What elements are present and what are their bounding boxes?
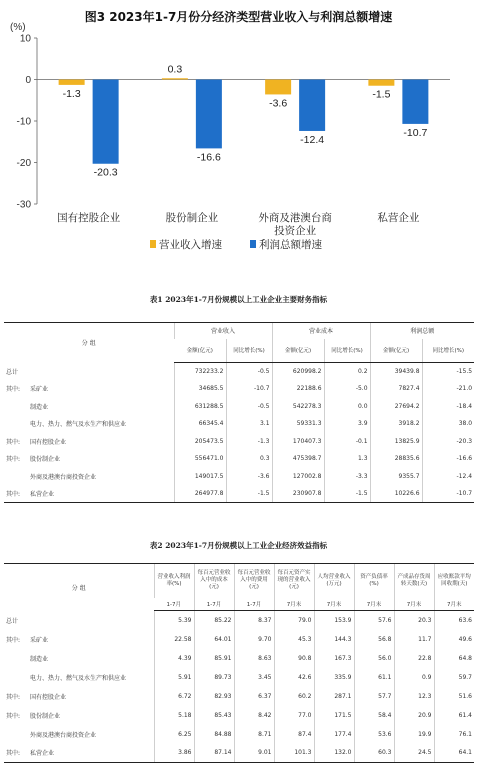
table-row xyxy=(4,649,474,668)
table-cell: 12.3 xyxy=(394,687,434,706)
table-cell: 24.5 xyxy=(394,744,434,763)
table-cell: 85.43 xyxy=(194,706,234,725)
table-cell: 64.8 xyxy=(434,649,474,668)
table1-profit-header: 利润总额 xyxy=(370,323,474,339)
bar-profit xyxy=(402,80,428,124)
table-cell: 6.37 xyxy=(234,687,274,706)
table-cell: 90.8 xyxy=(274,649,314,668)
table-cell: 22.58 xyxy=(154,630,194,649)
table1-yoy-header: 同比增长(%) xyxy=(226,339,272,363)
row-name: 制造业 xyxy=(30,655,49,663)
table-row xyxy=(4,398,474,416)
table-cell: -1.3 xyxy=(226,433,272,451)
table-cell: 45.3 xyxy=(274,630,314,649)
table-cell: -0.5 xyxy=(226,363,272,381)
table-cell: 64.01 xyxy=(194,630,234,649)
table2-period-header: 7月末 xyxy=(314,598,354,611)
table-cell: -12.4 xyxy=(422,468,474,486)
bar-data-label: 0.3 xyxy=(167,63,183,76)
y-tick-label: -30 xyxy=(16,199,31,211)
table-cell: 28835.6 xyxy=(370,450,422,468)
table2-col-header: 每百元营业收入中的费用(元) xyxy=(234,564,274,598)
table-cell: 556471.0 xyxy=(174,450,226,468)
table-cell: 732233.2 xyxy=(174,363,226,381)
table-cell: 53.6 xyxy=(354,725,394,744)
table-cell: 85.91 xyxy=(194,649,234,668)
table2-period-header: 7月末 xyxy=(354,598,394,611)
table1-amount-header: 金额(亿元) xyxy=(272,339,324,363)
table-row xyxy=(4,433,474,451)
table-row xyxy=(4,415,474,433)
row-name: 采矿业 xyxy=(30,636,49,644)
table-cell: 85.22 xyxy=(194,611,234,630)
table-cell: -3.6 xyxy=(226,468,272,486)
table-cell: 287.1 xyxy=(314,687,354,706)
table2-period-header: 1-7月 xyxy=(234,598,274,611)
table2-group-header: 分 组 xyxy=(4,564,154,611)
table-cell: 9.70 xyxy=(234,630,274,649)
row-prefix: 其中: xyxy=(6,456,21,464)
table-row xyxy=(4,687,474,706)
bar-chart xyxy=(0,0,477,262)
table-row xyxy=(4,630,474,649)
table-cell: 132.0 xyxy=(314,744,354,763)
bar-data-label: -3.6 xyxy=(269,97,288,110)
table-cell: -1.5 xyxy=(226,485,272,503)
table-cell: 13825.9 xyxy=(370,433,422,451)
bar-data-label: -10.7 xyxy=(403,126,428,139)
table-cell: 264977.8 xyxy=(174,485,226,503)
row-name: 外商及港澳台商投资企业 xyxy=(30,731,97,739)
row-label xyxy=(4,380,174,398)
table-cell: 39439.8 xyxy=(370,363,422,381)
table-cell: 8.37 xyxy=(234,611,274,630)
row-label xyxy=(4,706,154,725)
table-cell: 5.91 xyxy=(154,668,194,687)
category-label: 私营企业 xyxy=(377,212,420,224)
row-prefix: 其中: xyxy=(6,491,21,498)
table-cell: 9.01 xyxy=(234,744,274,763)
row-label xyxy=(4,630,154,649)
table-cell: 76.1 xyxy=(434,725,474,744)
table2-period-header: 1-7月 xyxy=(194,598,234,611)
bar-revenue xyxy=(368,80,394,86)
bar-data-label: -20.3 xyxy=(93,166,118,179)
table-cell: 61.1 xyxy=(354,668,394,687)
table-cell: 5.39 xyxy=(154,611,194,630)
bar-profit xyxy=(196,80,222,149)
table-cell: 6.25 xyxy=(154,725,194,744)
row-prefix: 其中: xyxy=(6,712,21,720)
bar-revenue xyxy=(162,78,188,79)
table-cell: 542278.3 xyxy=(272,398,324,416)
table-cell: 205473.5 xyxy=(174,433,226,451)
row-label xyxy=(4,363,174,381)
row-label xyxy=(4,725,154,744)
row-name: 电力、热力、燃气及水生产和供应业 xyxy=(30,674,127,682)
category-label: 国有控股企业 xyxy=(57,212,121,224)
row-label xyxy=(4,450,174,468)
bar-profit xyxy=(299,80,325,131)
table-cell: 171.5 xyxy=(314,706,354,725)
row-prefix: 其中: xyxy=(6,693,21,701)
row-name: 私营企业 xyxy=(30,750,55,758)
bar-data-label: -16.6 xyxy=(196,151,221,164)
row-label xyxy=(4,687,154,706)
table-cell: 20.3 xyxy=(394,611,434,630)
table2-col-header: 资产负债率(%) xyxy=(354,564,394,598)
bar-data-label: -1.3 xyxy=(62,87,81,100)
bar-revenue xyxy=(59,80,85,85)
table-row xyxy=(4,485,474,503)
table-cell: 335.9 xyxy=(314,668,354,687)
table-cell: 10226.6 xyxy=(370,485,422,503)
table-cell: 49.6 xyxy=(434,630,474,649)
row-name: 股份制企业 xyxy=(30,712,61,720)
table-row xyxy=(4,706,474,725)
table-cell: -10.7 xyxy=(226,380,272,398)
table-cell: 77.0 xyxy=(274,706,314,725)
table2-col-header: 每百元营业收入中的成本(元) xyxy=(194,564,234,598)
row-name: 私营企业 xyxy=(30,491,55,498)
row-label xyxy=(4,611,154,630)
table-cell: 57.6 xyxy=(354,611,394,630)
legend-label: 营业收入增速 xyxy=(159,239,222,251)
row-label xyxy=(4,668,154,687)
table2-col-header: 人均营业收入(万元) xyxy=(314,564,354,598)
table-cell: -3.3 xyxy=(324,468,370,486)
table-cell: 620998.2 xyxy=(272,363,324,381)
row-name: 制造业 xyxy=(30,403,49,411)
table-cell: 177.4 xyxy=(314,725,354,744)
category-label-cont: 投资企业 xyxy=(274,225,317,237)
table-row xyxy=(4,725,474,744)
table1-amount-header: 金额(亿元) xyxy=(370,339,422,363)
legend-swatch-revenue xyxy=(150,240,156,248)
table-cell: 38.0 xyxy=(422,415,474,433)
table-cell: -0.1 xyxy=(324,433,370,451)
table-cell: 3918.2 xyxy=(370,415,422,433)
y-axis-unit: (%) xyxy=(10,22,26,33)
table-cell: 57.7 xyxy=(354,687,394,706)
table-cell: 27694.2 xyxy=(370,398,422,416)
table-cell: 3.45 xyxy=(234,668,274,687)
table1-group-header: 分 组 xyxy=(4,323,174,363)
y-tick-label: -20 xyxy=(16,158,31,169)
financial-indicators-table xyxy=(4,322,474,503)
table-cell: 7827.4 xyxy=(370,380,422,398)
row-name: 电力、热力、燃气及水生产和供应业 xyxy=(30,421,127,429)
row-prefix: 其中: xyxy=(6,750,21,758)
table-cell: 19.9 xyxy=(394,725,434,744)
table-cell: 3.1 xyxy=(226,415,272,433)
table-cell: 22.8 xyxy=(394,649,434,668)
table-row xyxy=(4,450,474,468)
category-label: 股份制企业 xyxy=(165,212,219,224)
table2-col-header: 每百元资产实现的营业收入(元) xyxy=(274,564,314,598)
table-cell: -5.0 xyxy=(324,380,370,398)
table2-col-header: 应收账款平均回收期(天) xyxy=(434,564,474,598)
table-cell: 34685.5 xyxy=(174,380,226,398)
table2-period-header: 7月末 xyxy=(274,598,314,611)
table-cell: 79.0 xyxy=(274,611,314,630)
table-cell: -0.5 xyxy=(226,398,272,416)
table1-yoy-header: 同比增长(%) xyxy=(422,339,474,363)
table1-revenue-header: 营业收入 xyxy=(174,323,272,339)
table-cell: -16.6 xyxy=(422,450,474,468)
table-cell: 8.63 xyxy=(234,649,274,668)
table-row xyxy=(4,363,474,381)
row-label xyxy=(4,433,174,451)
table-cell: 11.7 xyxy=(394,630,434,649)
table-cell: 1.3 xyxy=(324,450,370,468)
table-row xyxy=(4,668,474,687)
chart-title: 图3 2023年1-7月份分经济类型营业收入与利润总额增速 xyxy=(84,10,393,24)
table2-col-header: 营业收入利润率(%) xyxy=(154,564,194,598)
table-cell: -10.7 xyxy=(422,485,474,503)
bar-revenue xyxy=(265,80,291,95)
table-cell: 230907.8 xyxy=(272,485,324,503)
table-cell: -20.3 xyxy=(422,433,474,451)
row-label xyxy=(4,649,154,668)
table-cell: 0.9 xyxy=(394,668,434,687)
row-prefix: 其中: xyxy=(6,438,21,446)
row-name: 国有控股企业 xyxy=(30,693,67,701)
table-cell: 63.6 xyxy=(434,611,474,630)
table1-title: 表1 2023年1-7月份规模以上工业企业主要财务指标 xyxy=(149,295,328,304)
table2-period-header: 1-7月 xyxy=(154,598,194,611)
table-cell: 9355.7 xyxy=(370,468,422,486)
table-cell: -1.5 xyxy=(324,485,370,503)
efficiency-indicators-table xyxy=(4,563,474,763)
table-cell: 82.93 xyxy=(194,687,234,706)
table-cell: 149017.5 xyxy=(174,468,226,486)
table-cell: 87.14 xyxy=(194,744,234,763)
row-prefix: 其中: xyxy=(6,386,21,394)
table1-yoy-header: 同比增长(%) xyxy=(324,339,370,363)
table-row xyxy=(4,380,474,398)
table-cell: 5.18 xyxy=(154,706,194,725)
legend-swatch-profit xyxy=(250,240,256,248)
table-cell: -18.4 xyxy=(422,398,474,416)
table-cell: -15.5 xyxy=(422,363,474,381)
bar-data-label: -1.5 xyxy=(372,88,391,101)
table-cell: 0.0 xyxy=(324,398,370,416)
table1-cost-header: 营业成本 xyxy=(272,323,370,339)
table-cell: 101.3 xyxy=(274,744,314,763)
bar-data-label: -12.4 xyxy=(300,133,325,146)
table-cell: 4.39 xyxy=(154,649,194,668)
table-row xyxy=(4,744,474,763)
table-cell: 20.9 xyxy=(394,706,434,725)
table-cell: 89.73 xyxy=(194,668,234,687)
table2-title: 表2 2023年1-7月份规模以上工业企业经济效益指标 xyxy=(149,541,328,550)
row-name: 国有控股企业 xyxy=(30,438,67,446)
table-cell: -21.0 xyxy=(422,380,474,398)
table-cell: 153.9 xyxy=(314,611,354,630)
table-cell: 0.2 xyxy=(324,363,370,381)
table-cell: 87.4 xyxy=(274,725,314,744)
table-cell: 144.3 xyxy=(314,630,354,649)
table-cell: 170407.3 xyxy=(272,433,324,451)
table-cell: 61.4 xyxy=(434,706,474,725)
chart-figure-3 xyxy=(0,0,477,262)
row-prefix: 其中: xyxy=(6,636,21,644)
table-cell: 60.3 xyxy=(354,744,394,763)
row-prefix: 总计 xyxy=(6,368,19,376)
y-tick-label: -10 xyxy=(16,116,31,128)
table-cell: 167.3 xyxy=(314,649,354,668)
table-cell: 475398.7 xyxy=(272,450,324,468)
table-cell: 59331.3 xyxy=(272,415,324,433)
table-cell: 58.4 xyxy=(354,706,394,725)
table-row xyxy=(4,611,474,630)
table-cell: 8.42 xyxy=(234,706,274,725)
table-cell: 22188.6 xyxy=(272,380,324,398)
table2-col-header: 产成品存货周转天数(天) xyxy=(394,564,434,598)
table1-amount-header: 金额(亿元) xyxy=(174,339,226,363)
legend-label: 利润总额增速 xyxy=(259,239,322,251)
table-cell: 84.88 xyxy=(194,725,234,744)
row-name: 股份制企业 xyxy=(30,456,61,464)
row-label xyxy=(4,468,174,486)
table2-period-header: 7月末 xyxy=(434,598,474,611)
table-cell: 3.9 xyxy=(324,415,370,433)
row-label xyxy=(4,485,174,503)
row-name: 采矿业 xyxy=(30,386,49,394)
table-cell: 56.8 xyxy=(354,630,394,649)
row-name: 外商及港澳台商投资企业 xyxy=(30,473,97,481)
y-tick-label: 10 xyxy=(19,33,31,45)
table-cell: 6.72 xyxy=(154,687,194,706)
y-tick-label: 0 xyxy=(25,75,31,86)
table-cell: 127002.8 xyxy=(272,468,324,486)
table-cell: 59.7 xyxy=(434,668,474,687)
table-cell: 8.71 xyxy=(234,725,274,744)
table-cell: 56.0 xyxy=(354,649,394,668)
table-row xyxy=(4,468,474,486)
category-label: 外商及港澳台商 xyxy=(258,212,332,224)
table-cell: 631288.5 xyxy=(174,398,226,416)
row-label xyxy=(4,398,174,416)
table-cell: 3.86 xyxy=(154,744,194,763)
row-prefix: 总计 xyxy=(6,617,19,625)
table-cell: 60.2 xyxy=(274,687,314,706)
table2-period-header: 7月末 xyxy=(394,598,434,611)
bar-profit xyxy=(93,80,119,164)
row-label xyxy=(4,744,154,763)
row-label xyxy=(4,415,174,433)
table-cell: 42.6 xyxy=(274,668,314,687)
table-cell: 0.3 xyxy=(226,450,272,468)
table-cell: 64.1 xyxy=(434,744,474,763)
table-cell: 66345.4 xyxy=(174,415,226,433)
table-cell: 51.6 xyxy=(434,687,474,706)
